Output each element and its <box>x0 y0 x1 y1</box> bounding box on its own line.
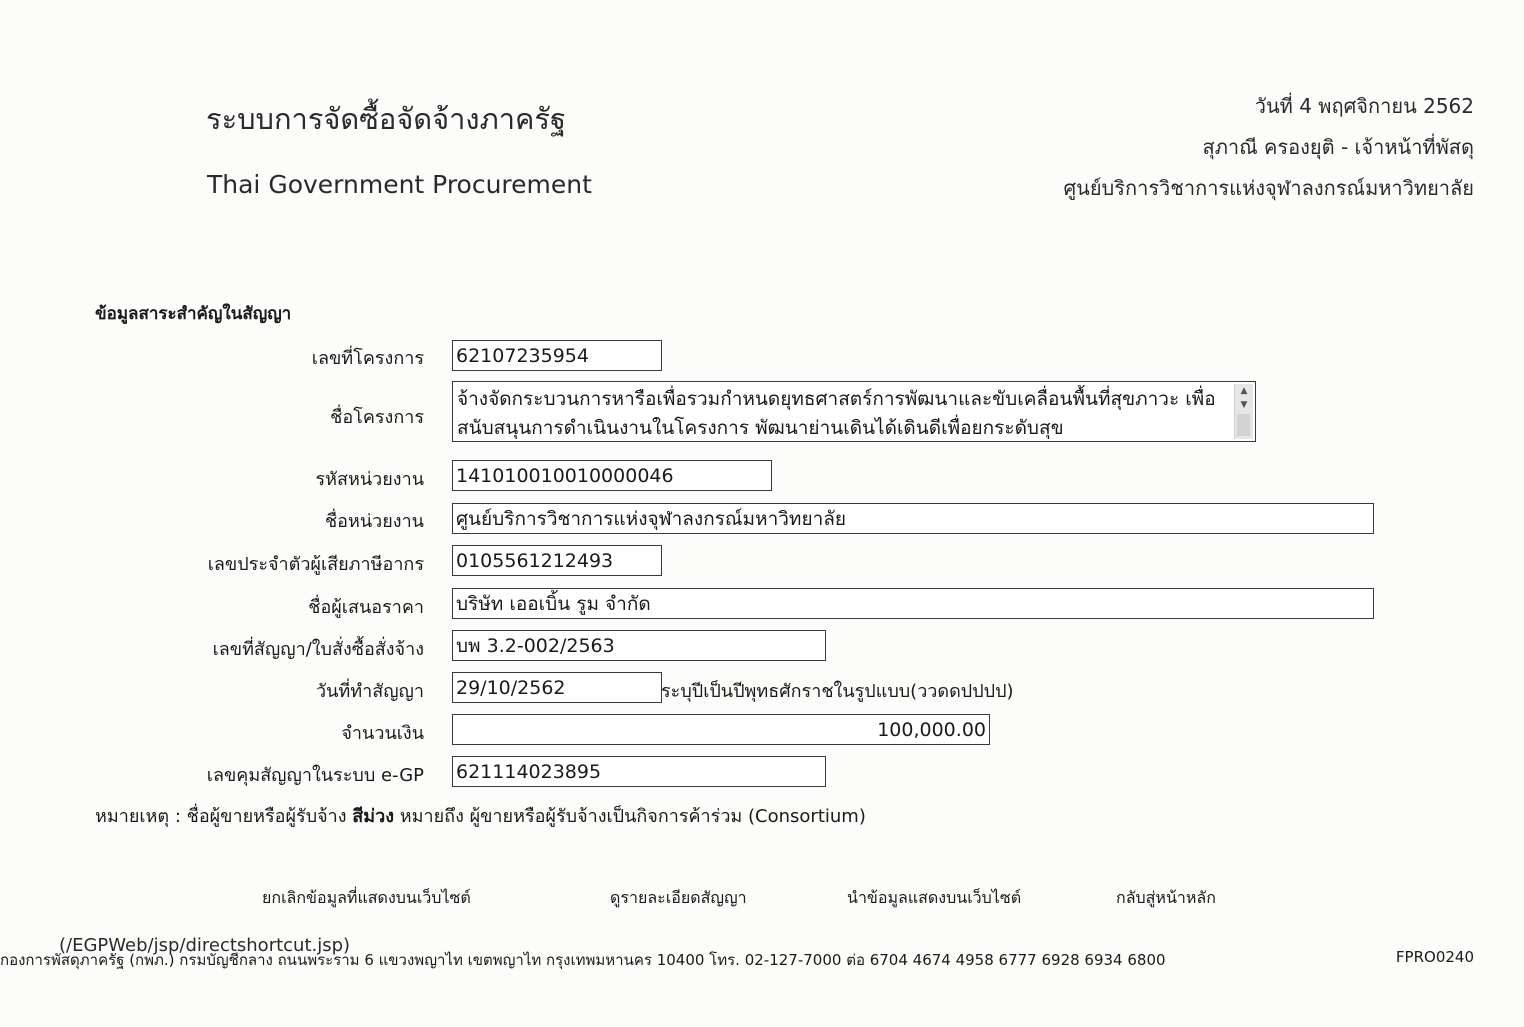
organization-name: ศูนย์บริการวิชาการแห่งจุฬาลงกรณ์มหาวิทยาลัย <box>1063 176 1474 200</box>
footer-address: กองการพัสดุภาครัฐ (กพภ.) กรมบัญชีกลาง ถนนพระราม 6 แขวงพญาไท เขตพญาไท กรุงเทพมหานคร 10400 โทร. 02-127-7000 ต่อ 6704 4674 4958 6777 6928 6934 6800 <box>0 951 1166 969</box>
consortium-note <box>95 801 866 830</box>
current-date: วันที่ 4 พฤศจิกายน 2562 <box>1254 94 1474 118</box>
page-code: FPRO0240 <box>1395 948 1474 966</box>
system-title-english: Thai Government Procurement <box>207 170 592 199</box>
note-prefix: หมายเหตุ : ชื่อผู้ขายหรือผู้รับจ้าง <box>95 806 347 827</box>
contract-no-label: เลขที่สัญญา/ใบสั่งซื้อสั่งจ้าง <box>212 639 424 660</box>
project-name-label: ชื่อโครงการ <box>330 407 424 428</box>
dept-code-field[interactable] <box>452 460 772 491</box>
contract-no-field[interactable] <box>452 630 826 661</box>
tax-id-field[interactable] <box>452 545 662 576</box>
view-contract-link[interactable]: ดูรายละเอียดสัญญา <box>610 888 747 907</box>
note-emphasis: สีม่วง <box>352 806 395 827</box>
section-heading: ข้อมูลสาระสำคัญในสัญญา <box>95 304 292 324</box>
egp-no-field[interactable] <box>452 756 826 787</box>
contract-date-field[interactable] <box>452 672 662 703</box>
date-format-hint: ระบุปีเป็นปีพุทธศักราชในรูปแบบ(ววดดปปปป) <box>661 681 1014 702</box>
scroll-up-icon[interactable]: ▲ <box>1240 386 1248 396</box>
amount-field[interactable] <box>452 714 990 745</box>
publish-link[interactable]: นำข้อมูลแสดงบนเว็บไซต์ <box>847 888 1022 907</box>
project-no-field[interactable] <box>452 340 662 371</box>
dept-name-field[interactable] <box>452 503 1374 534</box>
user-info: สุภาณี ครองยุติ - เจ้าหน้าที่พัสดุ <box>1202 135 1474 159</box>
amount-label: จำนวนเงิน <box>341 723 424 744</box>
note-suffix: หมายถึง ผู้ขายหรือผู้รับจ้างเป็นกิจการค้าร่วม (Consortium) <box>399 806 866 827</box>
dept-name-label: ชื่อหน่วยงาน <box>324 511 424 532</box>
system-title-thai: ระบบการจัดซื้อจัดจ้างภาครัฐ <box>206 102 566 136</box>
tax-id-label: เลขประจำตัวผู้เสียภาษีอากร <box>207 554 424 575</box>
textarea-scrollbar[interactable] <box>1234 384 1253 439</box>
project-no-label: เลขที่โครงการ <box>311 348 424 369</box>
project-name-text: จ้างจัดกระบวนการหารือเพื่อรวมกำหนดยุทธศาสตร์การพัฒนาและขับเคลื่อนพื้นที่สุขภาวะ เพื่อสนับสนุนการดำเนินงานในโครงการ พัฒนาย่านเดินได้เดินดีเพื่อยกระดับสุข <box>457 388 1216 439</box>
contract-date-label: วันที่ทำสัญญา <box>315 681 424 702</box>
home-link[interactable]: กลับสู่หน้าหลัก <box>1116 888 1216 907</box>
cancel-publish-link[interactable]: ยกเลิกข้อมูลที่แสดงบนเว็บไซต์ <box>262 888 471 907</box>
scroll-thumb[interactable] <box>1237 414 1250 436</box>
shortcut-url: (/EGPWeb/jsp/directshortcut.jsp) <box>59 935 351 956</box>
bidder-label: ชื่อผู้เสนอราคา <box>308 597 424 618</box>
dept-code-label: รหัสหน่วยงาน <box>315 469 424 490</box>
scroll-down-icon[interactable]: ▼ <box>1240 400 1248 410</box>
bidder-field[interactable] <box>452 588 1374 619</box>
project-name-textarea[interactable] <box>452 381 1256 442</box>
egp-no-label: เลขคุมสัญญาในระบบ e-GP <box>206 765 424 786</box>
